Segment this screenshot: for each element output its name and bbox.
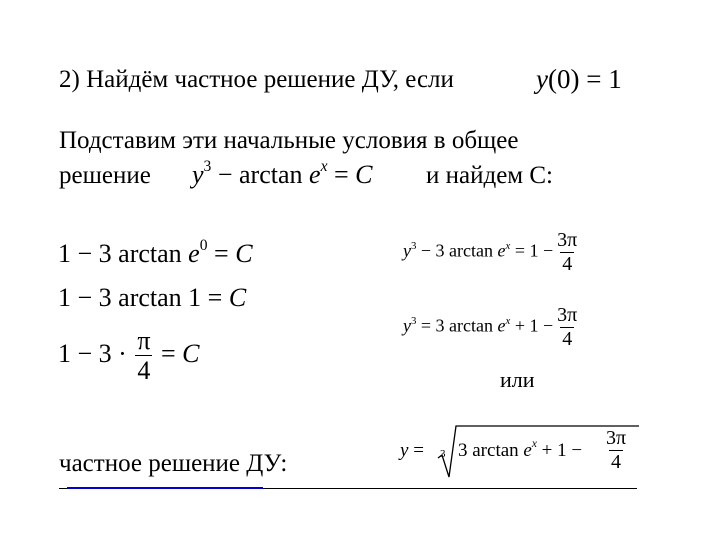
cube-root-index: 3 xyxy=(440,448,446,460)
or-label: или xyxy=(500,367,535,392)
heading-text: 2) Найдём частное решение ДУ, если xyxy=(59,66,454,93)
pi-over-4-fraction: $\frac{\pi}{4}$ xyxy=(137,326,151,386)
step-left-1: 1 − 3 $\arctan e^0 = C$ xyxy=(58,237,253,268)
step-left-2: 1 − 3 arctan 1 = C xyxy=(58,283,247,312)
substitution-line-1: Подставим эти начальные условия в общее xyxy=(59,127,519,154)
step-right-1: $y^3 - 3$ $\arctan e^x = 1$ − $\frac{3\pi}{4}$ xyxy=(403,229,578,275)
final-label: частное решение ДУ: xyxy=(59,450,288,477)
step-left-3: 1 − 3 · $\frac{\pi}{4}$ = C xyxy=(58,326,200,386)
general-solution-formula: $y^3 - \arctan e^x = C$ xyxy=(192,158,373,189)
three-pi-over-4-fraction: $\frac{3\pi}{4}$ xyxy=(606,427,627,473)
substitution-line-2-suffix: и найдем С: xyxy=(426,162,553,189)
three-pi-over-4-fraction: $\frac{3\pi}{4}$ xyxy=(557,304,578,350)
label-underline xyxy=(67,487,263,489)
three-pi-over-4-fraction: $\frac{3\pi}{4}$ xyxy=(557,229,578,275)
substitution-line-2-prefix: решение xyxy=(59,162,151,189)
step-right-2: $y^3 = 3$ $\arctan e^x + 1$ − $\frac{3\pi}{4}$ xyxy=(403,304,578,350)
initial-condition-formula: y(0) = 1 xyxy=(536,64,622,94)
